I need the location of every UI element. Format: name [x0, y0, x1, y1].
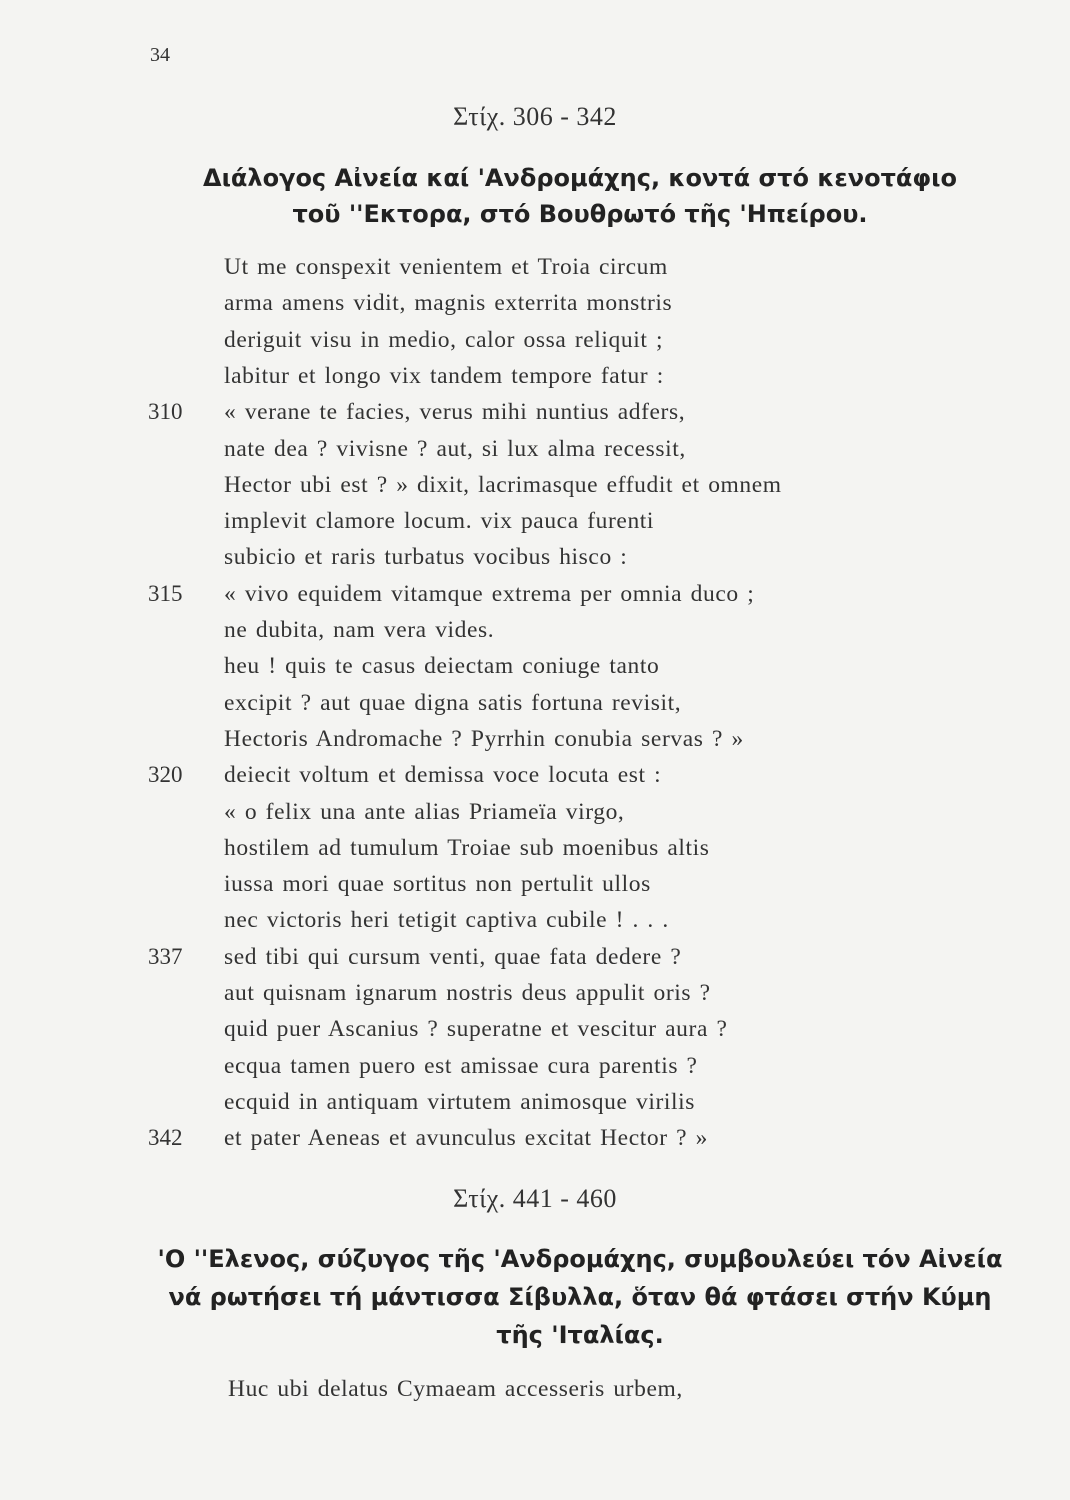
verse-line	[0, 436, 1070, 472]
verse-number: 337	[148, 943, 183, 969]
verse-text: implevit clamore locum. vix pauca furenti	[224, 508, 655, 535]
verse-text: sed tibi qui cursum venti, quae fata dedere ?	[224, 943, 682, 970]
verse-number: 315	[148, 580, 183, 606]
verse-line	[0, 508, 1070, 544]
verse-line	[0, 835, 1070, 871]
verse-text: Hectoris Andromache ? Pyrrhin conubia servas ? »	[224, 725, 744, 752]
verse-text: « o felix una ante alias Priameïa virgo,	[224, 798, 625, 825]
verse-text: subicio et raris turbatus vocibus hisco :	[224, 544, 628, 571]
verse-line	[0, 907, 1070, 943]
verse-line	[0, 544, 1070, 580]
verse-line	[0, 799, 1070, 835]
verse-line	[0, 399, 1070, 435]
heading-line: νά ρωτήσει τή μάντισσα Σίβυλλα, ὅταν θά φτάσει στήν Κύμη	[168, 1283, 992, 1311]
section-heading-2	[130, 1240, 1030, 1354]
section-title-2: Στίχ. 441 - 460	[453, 1184, 617, 1213]
verse-line	[0, 871, 1070, 907]
verse-line	[0, 653, 1070, 689]
verse-text: aut quisnam ignarum nostris deus appulit oris ?	[224, 980, 711, 1006]
verse-text: heu ! quis te casus deiectam coniuge tanto	[224, 653, 660, 680]
verse-text: ecquid in antiquam virtutem animosque virilis	[224, 1088, 696, 1115]
verse-line	[0, 363, 1070, 399]
verse-text: excipit ? aut quae digna satis fortuna revisit,	[224, 689, 682, 716]
verse-line	[0, 980, 1070, 1016]
verse-text: ecqua tamen puero est amissae cura parentis ?	[224, 1052, 698, 1079]
verse-text: Hector ubi est ? » dixit, lacrimasque effudit et omnem	[224, 471, 782, 498]
heading-line: Διάλογος Αἰνεία καί 'Ανδρομάχης, κοντά στό κενοτάφιο	[203, 164, 957, 192]
verse-line	[0, 690, 1070, 726]
verse-line	[0, 327, 1070, 363]
closing-verse: Huc ubi delatus Cymaeam accesseris urbem,	[228, 1376, 683, 1402]
verse-text: nec victoris heri tetigit captiva cubile ! . . .	[224, 907, 669, 934]
verse-line	[0, 1089, 1070, 1125]
verse-line	[0, 617, 1070, 653]
page-number: 34	[150, 44, 170, 66]
verse-text: nate dea ? vivisne ? aut, si lux alma recessit,	[224, 435, 686, 462]
verse-text: labitur et longo vix tandem tempore fatur :	[224, 362, 664, 389]
verse-text: iussa mori quae sortitus non pertulit ullos	[224, 871, 651, 898]
verse-text: deiecit voltum et demissa voce locuta est :	[224, 762, 662, 789]
verse-text: ne dubita, nam vera vides.	[224, 617, 495, 643]
heading-line: 'Ο ''Ελενος, σύζυγος τῆς 'Ανδρομάχης, συμβουλεύει τόν Αἰνεία	[157, 1245, 1003, 1273]
verse-line	[0, 581, 1070, 617]
verse-text: et pater Aeneas et avunculus excitat Hector ? »	[224, 1125, 708, 1152]
verse-number: 320	[148, 762, 183, 788]
verse-line	[0, 1053, 1070, 1089]
verse-text: « verane te facies, verus mihi nuntius adfers,	[224, 399, 686, 426]
heading-line: τοῦ ''Εκτορα, στό Βουθρωτό τῆς 'Ηπείρου.	[292, 200, 868, 228]
verse-text: Ut me conspexit venientem et Troia circum	[224, 254, 668, 280]
verse-text: deriguit visu in medio, calor ossa reliquit ;	[224, 326, 664, 353]
verse-line	[0, 726, 1070, 762]
verse-line	[0, 762, 1070, 798]
verse-line	[0, 472, 1070, 508]
heading-line: τῆς 'Ιταλίας.	[496, 1321, 664, 1349]
section-heading-1	[130, 160, 1030, 232]
verse-line	[0, 1016, 1070, 1052]
verse-line	[0, 944, 1070, 980]
verse-line	[0, 254, 1070, 290]
verse-number: 310	[148, 399, 183, 425]
verse-text: quid puer Ascanius ? superatne et vescitur aura ?	[224, 1016, 728, 1043]
verse-line	[0, 1125, 1070, 1161]
verse-text: arma amens vidit, magnis exterrita monstris	[224, 290, 673, 317]
section-title-1: Στίχ. 306 - 342	[453, 102, 617, 131]
verse-text: hostilem ad tumulum Troiae sub moenibus altis	[224, 834, 710, 861]
verse-line	[0, 290, 1070, 326]
verse-text: « vivo equidem vitamque extrema per omnia duco ;	[224, 580, 755, 607]
verse-number: 342	[148, 1125, 183, 1151]
